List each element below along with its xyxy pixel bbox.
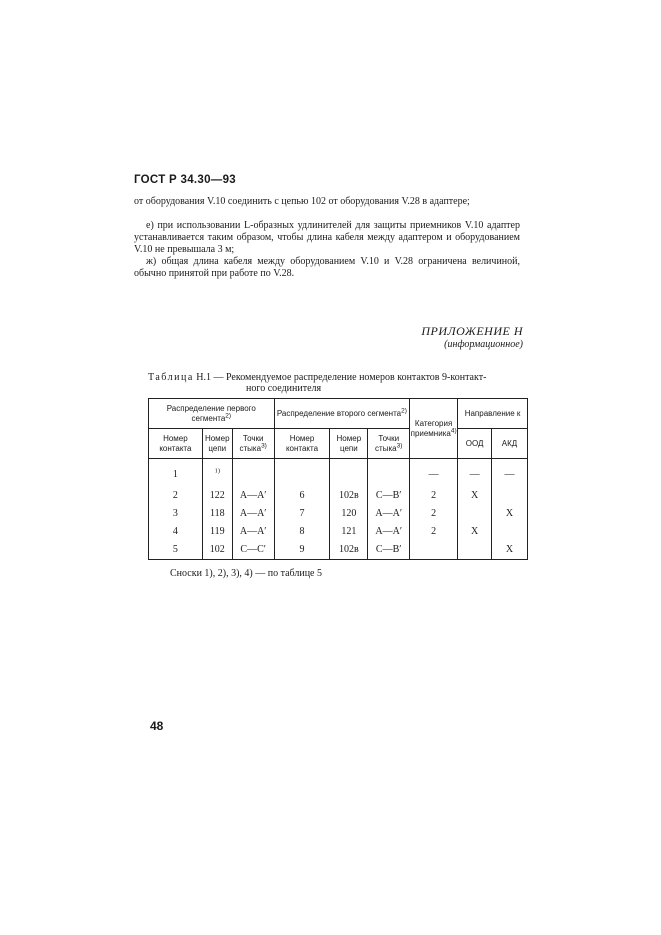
- cell-akd: [492, 523, 528, 541]
- cell-ood: X: [458, 523, 492, 541]
- cell-contact-2: 9: [274, 541, 330, 560]
- cell-contact: 5: [149, 541, 203, 560]
- cell-points: A—A′: [232, 505, 274, 523]
- paragraph-continuation: от оборудования V.10 соединить с цепью 102 от оборудования V.28 в адаптере;: [134, 196, 470, 207]
- cell-ood: —: [458, 459, 492, 488]
- table-row: [149, 505, 528, 523]
- cell-circuit: 1): [202, 459, 232, 488]
- cell-points-2: [368, 459, 410, 488]
- header-direction: Направление к: [458, 399, 528, 429]
- cell-contact-2: [274, 459, 330, 488]
- appendix-title: ПРИЛОЖЕНИЕ Н: [421, 324, 523, 338]
- header-first-segment: Распределение первого сегмента$^{2)}$: [149, 399, 275, 429]
- cell-ood: [458, 541, 492, 560]
- table-caption-lead: Таблица: [148, 372, 194, 383]
- cell-category: [410, 541, 458, 560]
- contact-table: [148, 398, 528, 560]
- cell-points-2: C—B′: [368, 487, 410, 505]
- header-contact-no-2: Номер контакта: [274, 429, 330, 459]
- cell-akd: [492, 487, 528, 505]
- paragraph-item-e: е) при использовании L-образных удлинителей для защиты приемников V.10 адаптер устанавливается таким образом, чтобы длина кабеля между адаптером и оборудованием V.10 не превышала 3 м;: [134, 220, 520, 255]
- header-circuit-no-2: Номер цепи: [330, 429, 368, 459]
- cell-circuit: 119: [202, 523, 232, 541]
- cell-category: 2: [410, 523, 458, 541]
- page-number: 48: [150, 719, 164, 733]
- cell-circuit-2: 102в: [330, 487, 368, 505]
- header-circuit-no: Номер цепи: [202, 429, 232, 459]
- cell-points: A—A′: [232, 523, 274, 541]
- cell-contact-2: 8: [274, 523, 330, 541]
- cell-ood: X: [458, 487, 492, 505]
- cell-contact: 3: [149, 505, 203, 523]
- header-ood: ООД: [458, 429, 492, 459]
- header-points: Точки стыка$^{3)}$: [232, 429, 274, 459]
- cell-category: 2: [410, 487, 458, 505]
- cell-akd: X: [492, 505, 528, 523]
- cell-circuit: 118: [202, 505, 232, 523]
- cell-contact: 1: [149, 459, 203, 488]
- table-caption-line1: Н.1 — Рекомендуемое распределение номеров контактов 9-контакт-: [196, 372, 487, 383]
- cell-circuit: 122: [202, 487, 232, 505]
- cell-ood: [458, 505, 492, 523]
- cell-circuit-2: [330, 459, 368, 488]
- appendix-subtitle: (информационное): [444, 339, 523, 350]
- cell-circuit-2: 102в: [330, 541, 368, 560]
- cell-points: C—C′: [232, 541, 274, 560]
- table-row: [149, 541, 528, 560]
- cell-points-2: A—A′: [368, 523, 410, 541]
- cell-points: A—A′: [232, 487, 274, 505]
- cell-points: [232, 459, 274, 488]
- table-row: [149, 459, 528, 488]
- cell-category: 2: [410, 505, 458, 523]
- header-category: Категория приемника$^{4)}$: [410, 399, 458, 459]
- table-row: [149, 523, 528, 541]
- header-points-2: Точки стыка$^{3)}$: [368, 429, 410, 459]
- table-caption-line2: ного соединителя: [246, 383, 322, 394]
- cell-circuit-2: 121: [330, 523, 368, 541]
- cell-circuit: 102: [202, 541, 232, 560]
- header-second-segment: Распределение второго сегмента$^{2)}$: [274, 399, 410, 429]
- cell-contact-2: 6: [274, 487, 330, 505]
- header-contact-no: Номер контакта: [149, 429, 203, 459]
- cell-contact: 4: [149, 523, 203, 541]
- cell-points-2: C—B′: [368, 541, 410, 560]
- table-caption: [148, 372, 528, 394]
- cell-points-2: A—A′: [368, 505, 410, 523]
- cell-contact: 2: [149, 487, 203, 505]
- table-row: [149, 487, 528, 505]
- header-akd: АКД: [492, 429, 528, 459]
- paragraph-item-zh: ж) общая длина кабеля между оборудованием V.10 и V.28 ограничена величиной, обычно принятой при работе по V.28.: [134, 256, 520, 279]
- table-footnotes: Сноски 1), 2), 3), 4) — по таблице 5: [170, 568, 322, 579]
- document-header: ГОСТ Р 34.30—93: [134, 174, 236, 186]
- cell-category: —: [410, 459, 458, 488]
- cell-akd: X: [492, 541, 528, 560]
- cell-akd: —: [492, 459, 528, 488]
- cell-contact-2: 7: [274, 505, 330, 523]
- cell-circuit-2: 120: [330, 505, 368, 523]
